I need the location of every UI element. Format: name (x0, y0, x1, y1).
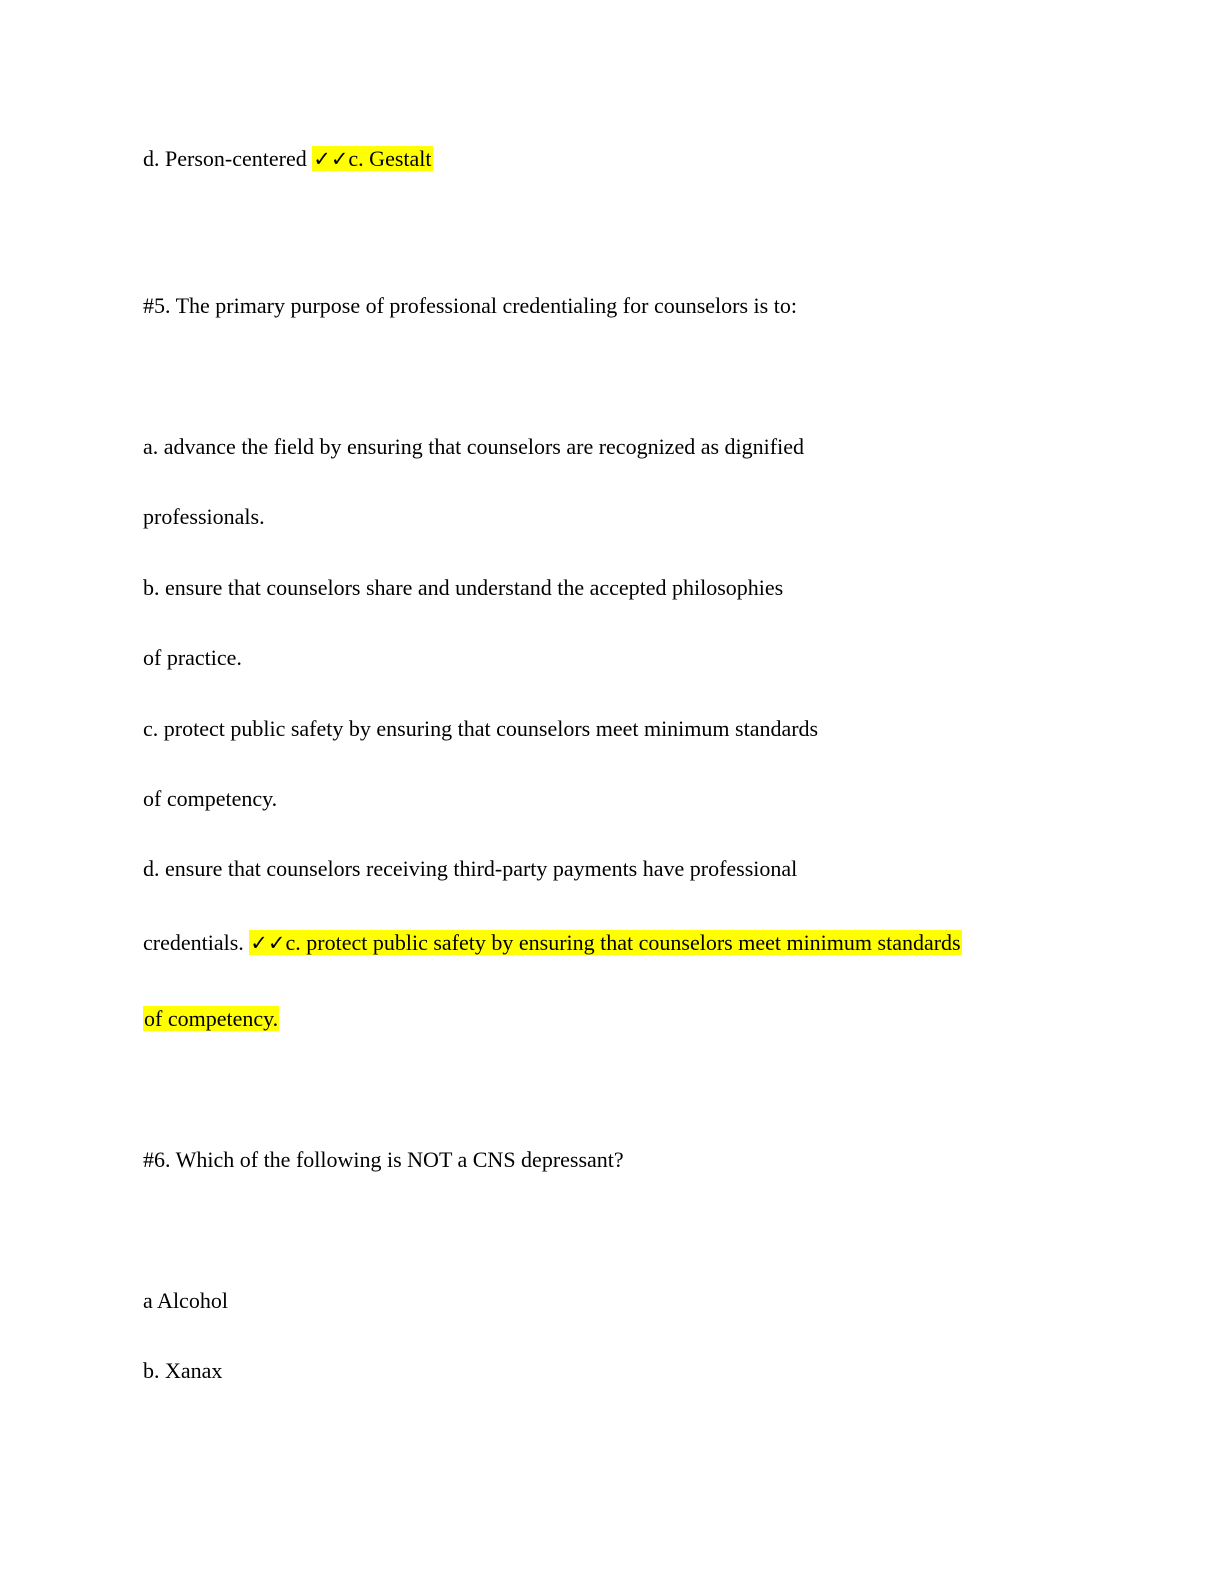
q5-question: #5. The primary purpose of professional credentialing for counselors is to: (143, 293, 797, 318)
double-check-icon: ✓✓ (313, 147, 349, 171)
q4-answer-text: c. Gestalt (348, 146, 432, 171)
q5-option-d-line2: credentials. (143, 930, 250, 955)
q5-answer-highlight-line2: of competency. (144, 1006, 279, 1031)
q5-option-d-line2-with-answer (143, 927, 962, 959)
q5-option-d-line1: d. ensure that counselors receiving third-party payments have professional (143, 856, 798, 881)
q5-option-c-line1: c. protect public safety by ensuring that counselors meet minimum standards (143, 716, 819, 741)
q6-option-a: a Alcohol (143, 1288, 228, 1313)
q5-option-a-line1: a. advance the field by ensuring that counselors are recognized as dignified (143, 434, 804, 459)
q5-answer-line2 (143, 1003, 279, 1035)
q5-option-b-line2: of practice. (143, 645, 242, 670)
q4-answer-line (143, 143, 433, 175)
q4-answer-highlight (312, 146, 432, 171)
q5-option-c-line2: of competency. (143, 786, 278, 811)
q5-option-a-line2: professionals. (143, 504, 265, 529)
q4-option-d: d. Person-centered (143, 146, 313, 171)
q5-answer-highlight-line1 (249, 930, 961, 955)
q6-question: #6. Which of the following is NOT a CNS depressant? (143, 1147, 624, 1172)
double-check-icon: ✓✓ (250, 931, 286, 955)
q5-answer-text-line1: c. protect public safety by ensuring that counselors meet minimum standards (285, 930, 961, 955)
q6-option-b: b. Xanax (143, 1358, 223, 1383)
q5-option-b-line1: b. ensure that counselors share and understand the accepted philosophies (143, 575, 784, 600)
